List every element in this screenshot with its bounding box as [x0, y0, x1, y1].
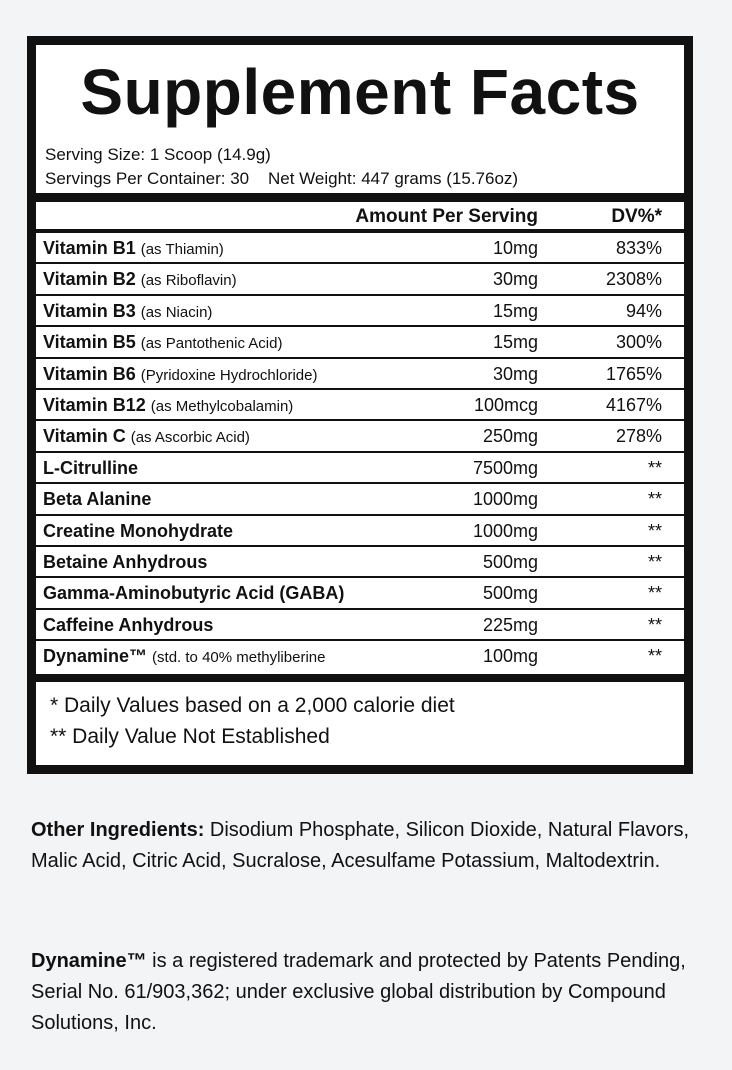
- nutrient-amount: 30mg: [492, 269, 538, 290]
- nutrient-amount: 250mg: [482, 426, 538, 447]
- footnote-not-established: ** Daily Value Not Established: [50, 725, 330, 748]
- nutrient-dv: 833%: [615, 238, 662, 258]
- other-ingredients: [31, 815, 691, 877]
- nutrient-source: (as Methylcobalamin): [150, 397, 294, 415]
- nutrient-source: (as Pantothenic Acid): [140, 335, 283, 353]
- nutrient-name: [43, 646, 325, 667]
- nutrient-label: Vitamin B1: [43, 238, 136, 258]
- nutrient-dv: 300%: [615, 332, 662, 353]
- other-ingredients-text: Disodium Phosphate, Silicon Dioxide, Natural Flavors, Malic Acid, Citric Acid, Sucralose, Acesulfame Potassium, Maltodextrin.: [31, 819, 690, 872]
- nutrient-label: Vitamin B6: [43, 363, 136, 384]
- nutrient-label: Beta Alanine: [43, 489, 152, 510]
- nutrient-label: Creatine Monohydrate: [43, 520, 234, 541]
- nutrient-rows: [36, 233, 684, 672]
- nutrient-dv: **: [647, 551, 662, 572]
- nutrient-dv: **: [647, 646, 662, 667]
- nutrient-name: [43, 458, 138, 479]
- serving-size: Serving Size: 1 Scoop (14.9g): [45, 145, 271, 164]
- table-row: [36, 578, 684, 609]
- table-row: [36, 390, 684, 421]
- table-row: [36, 516, 684, 547]
- nutrient-dv: 1765%: [605, 363, 662, 384]
- nutrient-source: (as Ascorbic Acid): [130, 429, 250, 447]
- amount-header: Amount Per Serving: [355, 206, 538, 227]
- nutrient-amount: 1000mg: [472, 489, 538, 510]
- nutrient-name: [43, 521, 233, 542]
- nutrient-amount: 7500mg: [472, 457, 538, 478]
- nutrient-amount: 500mg: [482, 583, 538, 604]
- nutrient-source: (as Riboflavin): [140, 272, 237, 290]
- nutrient-label: Vitamin B3: [43, 300, 136, 321]
- nutrient-source: (Pyridoxine Hydrochloride): [140, 366, 318, 384]
- nutrient-label: L-Citrulline: [43, 457, 138, 478]
- panel-title: Supplement Facts: [80, 56, 640, 128]
- table-row: [36, 421, 684, 452]
- trademark-label: Dynamine™: [31, 950, 147, 972]
- nutrient-dv: **: [647, 457, 662, 478]
- footnote-daily-values: * Daily Values based on a 2,000 calorie diet: [50, 694, 455, 717]
- nutrient-name: [43, 583, 344, 604]
- dv-header: DV%*: [611, 206, 662, 227]
- nutrient-amount: 15mg: [492, 332, 538, 353]
- nutrient-source: (std. to 40% methyliberine: [152, 649, 326, 667]
- nutrient-table: [36, 202, 684, 674]
- trademark-text: is a registered trademark and protected by Patents Pending, Serial No. 61/903,362; under exclusive global distribution by Compound Solutions, Inc.: [31, 950, 686, 1034]
- facts-header: [36, 45, 684, 193]
- nutrient-dv: **: [647, 520, 662, 541]
- nutrient-amount: 100mg: [482, 646, 538, 667]
- supplement-facts-panel: [27, 36, 693, 774]
- table-row: [36, 327, 684, 358]
- table-row: [36, 296, 684, 327]
- nutrient-label: Vitamin C: [43, 426, 126, 447]
- table-row: [36, 264, 684, 295]
- nutrient-amount: 500mg: [482, 551, 538, 572]
- nutrient-dv: **: [647, 583, 662, 604]
- nutrient-name: [43, 332, 282, 353]
- nutrient-label: Vitamin B2: [43, 269, 136, 290]
- nutrient-source: (as Thiamin): [140, 241, 224, 258]
- nutrient-name: [43, 269, 237, 290]
- table-row: [36, 484, 684, 515]
- nutrient-amount: 30mg: [492, 363, 538, 384]
- nutrient-amount: 15mg: [492, 300, 538, 321]
- nutrient-name: [43, 301, 212, 322]
- nutrient-amount: 10mg: [492, 238, 538, 258]
- nutrient-name: [43, 615, 213, 636]
- nutrient-amount: 1000mg: [472, 520, 538, 541]
- nutrient-label: Vitamin B12: [43, 394, 146, 415]
- table-row: [36, 547, 684, 578]
- table-row: [36, 641, 684, 672]
- nutrient-label: Betaine Anhydrous: [43, 551, 208, 572]
- table-row: [36, 453, 684, 484]
- serving-info: [45, 143, 518, 191]
- nutrient-label: Caffeine Anhydrous: [43, 614, 214, 635]
- nutrient-name: [43, 489, 151, 510]
- nutrient-dv: 278%: [615, 426, 662, 447]
- nutrient-name: [43, 552, 207, 573]
- table-row: [36, 610, 684, 641]
- nutrient-name: [43, 426, 250, 447]
- nutrient-source: (as Niacin): [140, 303, 213, 321]
- nutrient-amount: 225mg: [482, 614, 538, 635]
- nutrient-dv: **: [647, 489, 662, 510]
- footnotes: [36, 682, 684, 765]
- nutrient-label: Gamma-Aminobutyric Acid (GABA): [43, 583, 345, 604]
- nutrient-label: Dynamine™: [43, 646, 148, 667]
- nutrient-amount: 100mcg: [473, 394, 538, 415]
- nutrient-dv: **: [647, 614, 662, 635]
- other-ingredients-label: Other Ingredients:: [31, 819, 205, 841]
- nutrient-label: Vitamin B5: [43, 332, 136, 353]
- table-header: [36, 202, 684, 233]
- trademark-notice: [31, 946, 691, 1039]
- nutrient-name: [43, 238, 224, 259]
- table-row: [36, 233, 684, 264]
- nutrient-dv: 2308%: [605, 269, 662, 290]
- nutrient-name: [43, 364, 317, 385]
- nutrient-name: [43, 395, 293, 416]
- table-row: [36, 359, 684, 390]
- nutrient-dv: 94%: [625, 300, 662, 321]
- nutrient-dv: 4167%: [605, 394, 662, 415]
- servings-per-container: Servings Per Container: 30 Net Weight: 447 grams (15.76oz): [45, 169, 519, 188]
